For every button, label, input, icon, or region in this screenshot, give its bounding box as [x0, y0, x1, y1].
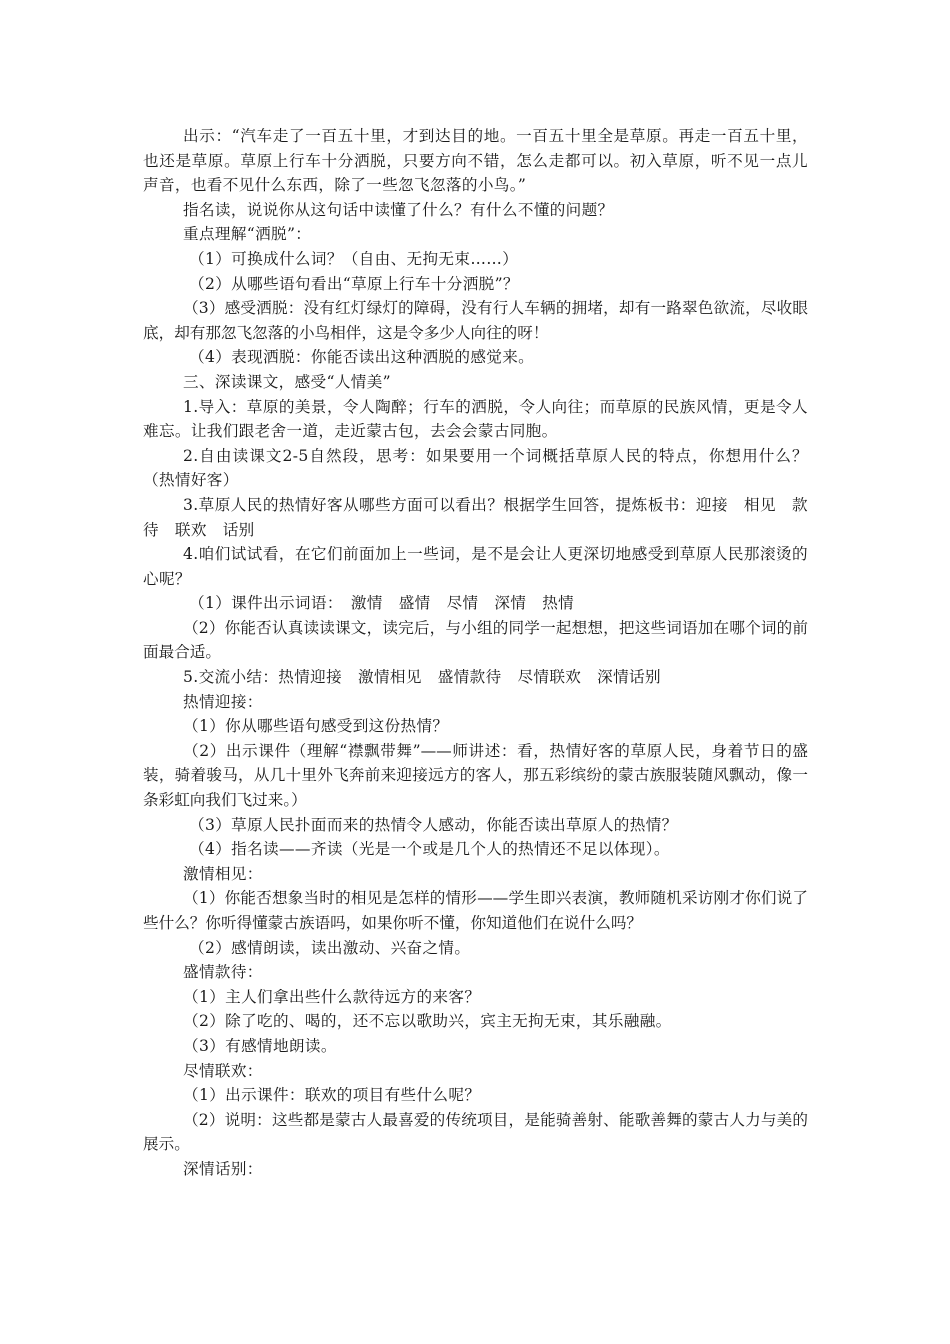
paragraph: 3.草原人民的热情好客从哪些方面可以看出？根据学生回答，提炼板书：迎接 相见 款待 联欢 话别 — [143, 495, 808, 539]
paragraph: （2）从哪些语句看出“草原上行车十分洒脱”？ — [189, 274, 519, 293]
document-page — [143, 124, 808, 1182]
subheading: 盛情款待： — [183, 963, 263, 982]
paragraph: （1）主人们拿出些什么款待远方的来客？ — [183, 987, 481, 1006]
paragraph: （1）出示课件：联欢的项目有些什么呢？ — [183, 1086, 481, 1105]
paragraph: （3）有感情地朗读。 — [183, 1036, 337, 1055]
paragraph: （1）你从哪些语句感受到这份热情？ — [183, 717, 449, 736]
paragraph: 5.交流小结：热情迎接 激情相见 盛情款待 尽情联欢 深情话别 — [183, 668, 661, 687]
paragraph: （2）说明：这些都是蒙古人最喜爱的传统项目，是能骑善射、能歌善舞的蒙古人力与美的展示。 — [143, 1110, 808, 1154]
paragraph: 指名读，说说你从这句话中读懂了什么？有什么不懂的问题？ — [183, 200, 614, 219]
section-heading: 三、深读课文，感受“人情美” — [183, 372, 391, 391]
paragraph: （4）指名读——齐读（光是一个或是几个人的热情还不足以体现）。 — [189, 840, 670, 859]
paragraph: （1）课件出示词语： 激情 盛情 尽情 深情 热情 — [189, 594, 575, 613]
paragraph: （4）表现洒脱：你能否读出这种洒脱的感觉来。 — [189, 348, 535, 367]
paragraph: （2）除了吃的、喝的，还不忘以歌助兴，宾主无拘无束，其乐融融。 — [183, 1012, 672, 1031]
paragraph: （1）你能否想象当时的相见是怎样的情形——学生即兴表演，教师随机采访刚才你们说了些什么？你听得懂蒙古族语吗，如果你听不懂，你知道他们在说什么吗？ — [143, 889, 808, 932]
subheading: 深情话别： — [183, 1159, 263, 1178]
paragraph: 出示：“汽车走了一百五十里，才到达目的地。一百五十里全是草原。再走一百五十里，也还是草原。草原上行车十分洒脱，只要方向不错，怎么走都可以。初入草原，听不见一点儿声音，也看不见什么东西，除了一些忽飞忽落的小鸟。” — [143, 127, 808, 195]
paragraph: 1.导入：草原的美景，令人陶醉；行车的洒脱，令人向往；而草原的民族风情，更是令人难忘。让我们跟老舍一道，走近蒙古包，去会会蒙古同胞。 — [143, 397, 808, 441]
paragraph: 重点理解“洒脱”： — [183, 225, 312, 244]
paragraph: （2）你能否认真读读课文，读完后，与小组的同学一起想想，把这些词语加在哪个词的前面最合适。 — [143, 618, 808, 662]
paragraph: （2）感情朗读，读出激动、兴奋之情。 — [189, 938, 471, 957]
paragraph: （3）草原人民扑面而来的热情令人感动，你能否读出草原人的热情？ — [189, 815, 678, 834]
paragraph: 4.咱们试试看，在它们前面加上一些词，是不是会让人更深切地感受到草原人民那滚烫的心呢？ — [143, 545, 808, 588]
paragraph: （1）可换成什么词？（自由、无拘无束……） — [189, 249, 519, 268]
subheading: 热情迎接： — [183, 692, 263, 711]
subheading: 尽情联欢： — [183, 1061, 263, 1080]
paragraph: （2）出示课件（理解“襟飘带舞”——师讲述：看，热情好客的草原人民，身着节日的盛装，骑着骏马，从几十里外飞奔前来迎接远方的客人，那五彩缤纷的蒙古族服装随风飘动，像一条彩虹向我们飞过来。） — [143, 741, 808, 810]
paragraph: （3）感受洒脱：没有红灯绿灯的障碍，没有行人车辆的拥堵，却有一路翠色欲流，尽收眼底，却有那忽飞忽落的小鸟相伴，这是令多少人向往的呀！ — [143, 299, 808, 342]
paragraph: 2.自由读课文2-5自然段，思考：如果要用一个词概括草原人民的特点，你想用什么？（热情好客） — [143, 446, 808, 490]
subheading: 激情相见： — [183, 864, 263, 883]
